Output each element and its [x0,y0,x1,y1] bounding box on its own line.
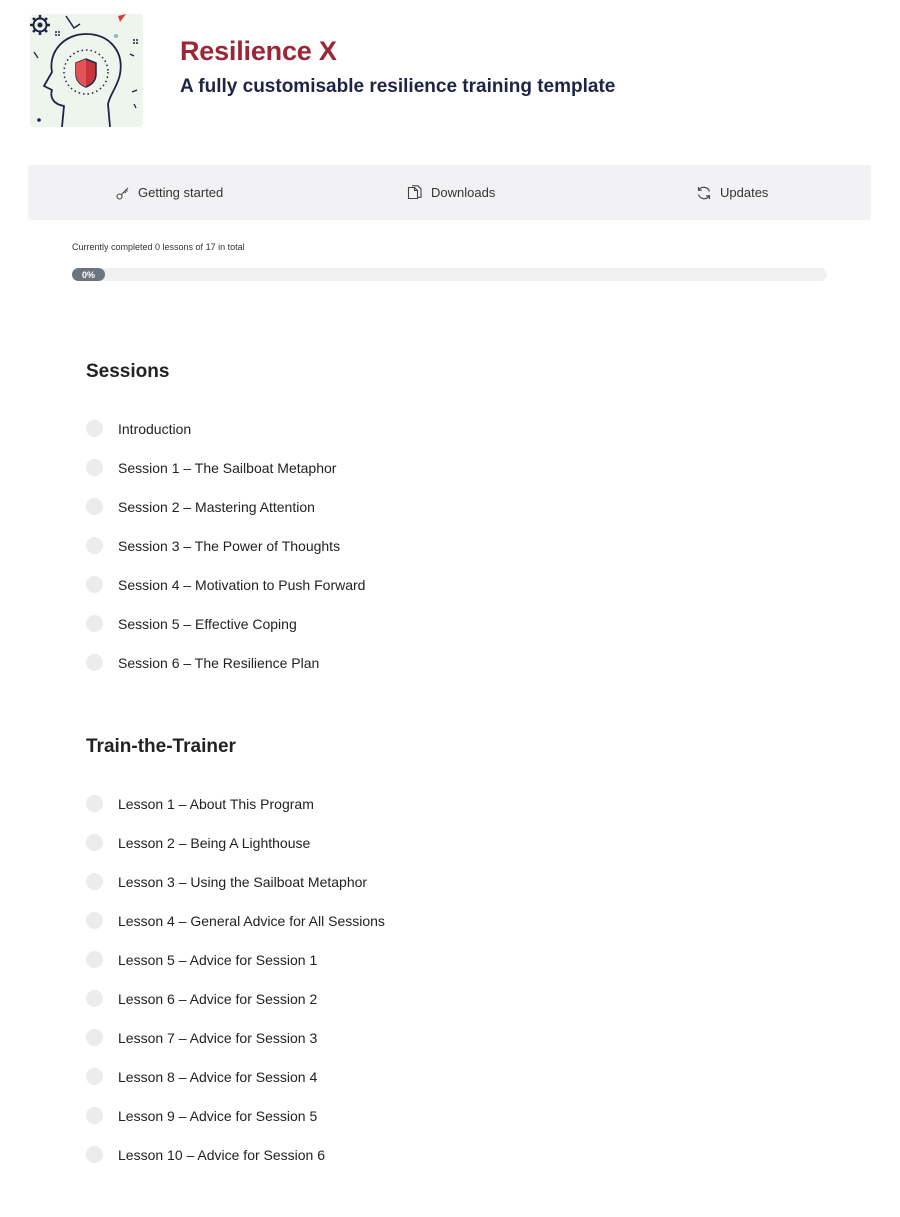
lesson-title: Lesson 8 – Advice for Session 4 [118,1068,318,1085]
course-header [0,0,900,150]
lesson-title: Session 6 – The Resilience Plan [118,654,320,671]
lesson-title: Session 2 – Mastering Attention [118,498,315,515]
lesson-status-circle[interactable] [86,873,103,890]
lesson-status-circle[interactable] [86,795,103,812]
lesson-status-circle[interactable] [86,834,103,851]
lesson-status-circle[interactable] [86,951,103,968]
head-shield-illustration [30,14,143,127]
lesson-status-circle[interactable] [86,576,103,593]
nav-updates[interactable] [696,165,768,220]
lesson-status-circle[interactable] [86,498,103,515]
lesson-title: Lesson 5 – Advice for Session 1 [118,951,318,968]
lesson-title: Session 4 – Motivation to Push Forward [118,576,366,593]
lesson-item[interactable] [86,604,365,643]
lesson-status-circle[interactable] [86,1068,103,1085]
section-title-train-the-trainer: Train-the-Trainer [86,736,236,757]
lesson-title: Lesson 7 – Advice for Session 3 [118,1029,318,1046]
lesson-status-circle[interactable] [86,615,103,632]
nav-updates-label: Updates [720,185,769,200]
lesson-status-circle[interactable] [86,537,103,554]
course-logo [30,14,143,127]
lesson-item[interactable] [86,565,365,604]
lesson-status-circle[interactable] [86,1029,103,1046]
lesson-title: Lesson 1 – About This Program [118,795,314,812]
progress-summary: Currently completed 0 lessons of 17 in total [72,242,245,252]
lesson-title: Session 3 – The Power of Thoughts [118,537,341,554]
nav-getting-started-label: Getting started [138,185,224,200]
lesson-item[interactable] [86,409,365,448]
lesson-status-circle[interactable] [86,459,103,476]
lesson-title: Lesson 3 – Using the Sailboat Metaphor [118,873,368,890]
refresh-icon [696,185,712,201]
key-icon [116,186,130,200]
lesson-item[interactable] [86,448,365,487]
lesson-status-circle[interactable] [86,420,103,437]
documents-icon [407,185,423,201]
gear-icon [30,15,50,35]
sessions-lesson-list [86,409,365,682]
progress-bar [72,268,827,281]
lesson-item[interactable] [86,823,385,862]
lesson-item[interactable] [86,940,385,979]
course-subtitle: A fully customisable resilience training template [180,76,616,97]
section-title-sessions: Sessions [86,361,170,382]
lesson-status-circle[interactable] [86,990,103,1007]
nav-downloads[interactable] [407,165,495,220]
lesson-status-circle[interactable] [86,912,103,929]
lesson-title: Session 1 – The Sailboat Metaphor [118,459,337,476]
course-title: Resilience X [180,36,337,66]
lesson-item[interactable] [86,526,365,565]
lesson-item[interactable] [86,1096,385,1135]
lesson-item[interactable] [86,979,385,1018]
lesson-status-circle[interactable] [86,1146,103,1163]
lesson-title: Lesson 4 – General Advice for All Sessions [118,912,385,929]
lesson-item[interactable] [86,643,365,682]
lesson-item[interactable] [86,784,385,823]
lesson-title: Lesson 10 – Advice for Session 6 [118,1146,326,1163]
progress-fill: 0% [72,268,105,281]
lesson-title: Session 5 – Effective Coping [118,615,297,632]
lesson-item[interactable] [86,862,385,901]
lesson-item[interactable] [86,1018,385,1057]
nav-downloads-label: Downloads [431,185,496,200]
lesson-status-circle[interactable] [86,654,103,671]
lesson-title: Introduction [118,420,192,437]
lesson-title: Lesson 2 – Being A Lighthouse [118,834,311,851]
lesson-title: Lesson 9 – Advice for Session 5 [118,1107,318,1124]
lesson-item[interactable] [86,487,365,526]
trainer-lesson-list [86,784,385,1174]
course-nav-bar [28,165,871,220]
lesson-item[interactable] [86,901,385,940]
lesson-status-circle[interactable] [86,1107,103,1124]
nav-getting-started[interactable] [116,165,223,220]
lesson-item[interactable] [86,1135,385,1174]
lesson-item[interactable] [86,1057,385,1096]
lesson-title: Lesson 6 – Advice for Session 2 [118,990,318,1007]
